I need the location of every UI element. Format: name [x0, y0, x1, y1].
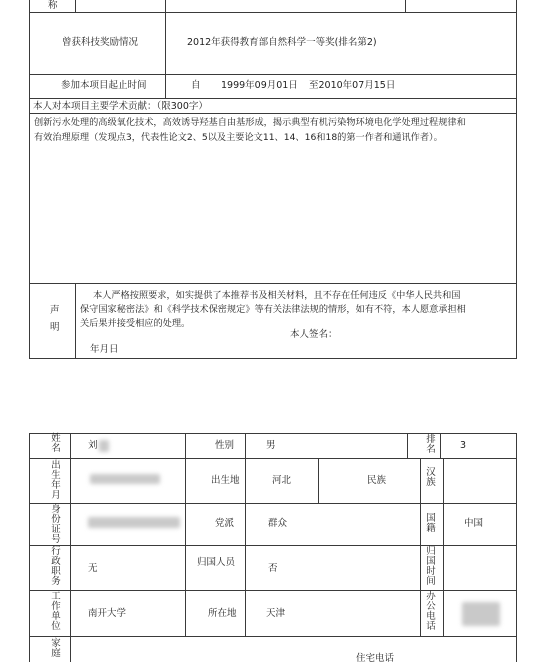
date-label: 年月日: [90, 344, 119, 355]
birthdate-redaction: [90, 474, 160, 484]
rank-value: 3: [460, 440, 467, 451]
birthplace-value: 河北: [272, 475, 292, 486]
home-phone-label: 住宅电话: [356, 653, 395, 664]
office-phone-redaction: [462, 602, 500, 626]
party-label: 党派: [215, 518, 235, 529]
contribution-text-line1: 创新污水处理的高级氧化技术，高效诱导羟基自由基形成，揭示典型有机污染物环境电化学处理过程规律和: [34, 117, 466, 128]
declaration-label-2: 明: [50, 322, 60, 333]
rank-label: 排名: [426, 434, 436, 456]
name-value: 刘: [88, 440, 98, 451]
return-time-label: 归国时间: [426, 546, 436, 588]
birthplace-label: 出生地: [211, 475, 240, 486]
work-unit-value: 南开大学: [88, 608, 127, 619]
home-label: 家庭: [51, 638, 61, 660]
ethnicity-value: 汉族: [426, 467, 436, 489]
id-number-label: 身份证号: [51, 504, 61, 546]
work-unit-label: 工作单位: [51, 591, 61, 633]
period-start-date: 1999年09月01日: [221, 80, 298, 91]
returnee-label-text: 归国人员: [196, 557, 235, 568]
contribution-header: 本人对本项目主要学术贡献：（限300字）: [33, 101, 208, 112]
party-value: 群众: [268, 518, 288, 529]
declaration-label-1: 声: [50, 305, 60, 316]
declaration-line2: 保守国家秘密法》和《科学技术保密规定》等有关法律法规的情形，如有不符，本人愿意承担相: [80, 304, 466, 315]
admin-post-label: 行政职务: [51, 546, 61, 588]
name-label-tail: 称: [48, 0, 58, 11]
declaration-line1: 本人严格按照要求，如实提供了本推荐书及相关材料，且不存在任何违反《中华人民共和国: [93, 290, 461, 301]
name-label: 姓名: [51, 433, 61, 455]
period-from-word: 自: [191, 80, 201, 91]
location-value: 天津: [266, 608, 286, 619]
gender-value: 男: [266, 440, 276, 451]
birthdate-label: 出生年月: [51, 460, 61, 502]
id-number-redaction: [88, 517, 180, 528]
nationality-label: 国籍: [426, 513, 436, 535]
location-label: 所在地: [208, 608, 237, 619]
name-redaction: [99, 440, 109, 452]
returnee-value: 否: [268, 563, 278, 574]
returnee-label: [196, 557, 235, 568]
signature-label: 本人签名：: [290, 329, 338, 340]
ethnicity-label: 民族: [367, 475, 387, 486]
award-value: 2012年获得教育部自然科学一等奖(排名第2): [187, 37, 377, 48]
period-end-date: 至2010年07月15日: [309, 80, 396, 91]
office-phone-label: 办公电话: [426, 591, 436, 633]
contribution-text-line2: 有效治理原理（发现点3，代表性论文2、5以及主要论文11、14、16和18的第一作者和通讯作者）。: [34, 132, 443, 143]
award-label: 曾获科技奖励情况: [62, 37, 139, 48]
period-label: 参加本项目起止时间: [61, 80, 147, 91]
declaration-line3: 关后果并接受相应的处理。: [80, 318, 191, 329]
gender-label: 性别: [215, 440, 235, 451]
admin-post-value: 无: [88, 563, 98, 574]
nationality-value: 中国: [464, 518, 484, 529]
